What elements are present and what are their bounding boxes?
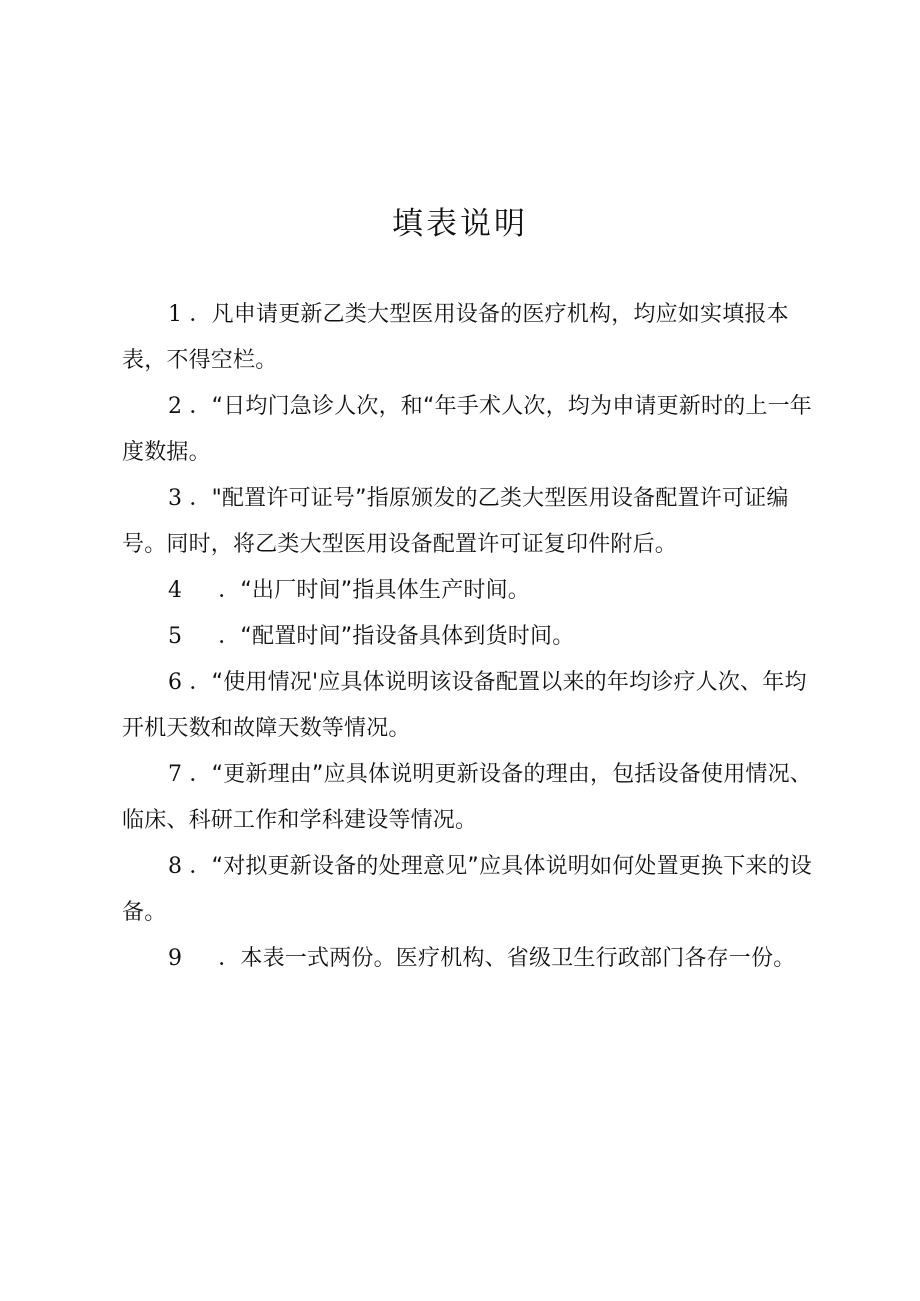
item-text: ．“更新理由”应具体说明更新设备的理由，包括设备使用情况、临床、科研工作和学科建设等情况。 <box>122 762 813 833</box>
instruction-item-4 <box>122 568 812 614</box>
instruction-item-6 <box>122 660 812 752</box>
instruction-item-9 <box>122 936 812 982</box>
item-text: ．凡申请更新乙类大型医用设备的医疗机构，均应如实填报本表，不得空栏。 <box>122 302 789 373</box>
item-number: 7 <box>168 762 183 787</box>
item-text: ．“对拟更新设备的处理意见”应具体说明如何处置更换下来的设备。 <box>122 854 813 925</box>
instruction-item-3 <box>122 476 812 568</box>
item-text: ．“出厂时间”指具体生产时间。 <box>218 578 530 603</box>
item-text: ．“使用情况'应具体说明该设备配置以来的年均诊疗人次、年均开机天数和故障天数等情况。 <box>122 670 807 741</box>
item-text: ．"配置许可证号”指原颁发的乙类大型医用设备配置许可证编号。同时，将乙类大型医用设备配置许可证复印件附后。 <box>122 486 789 557</box>
instruction-item-7 <box>122 752 812 844</box>
instruction-item-2 <box>122 384 812 476</box>
instructions-list <box>122 292 812 982</box>
item-number: 8 <box>168 854 183 879</box>
item-number: 1 <box>168 302 183 327</box>
item-number: 6 <box>168 670 183 695</box>
item-text: ．本表一式两份。医疗机构、省级卫生行政部门各存一份。 <box>218 946 796 971</box>
page-title: 填表说明 <box>392 206 528 242</box>
item-text: ．“日均门急诊人次，和“年手术人次，均为申请更新时的上一年度数据。 <box>122 394 813 465</box>
item-number: 2 <box>168 394 183 419</box>
item-text: ．“配置时间”指设备具体到货时间。 <box>218 624 575 649</box>
item-number: 5 <box>168 624 183 649</box>
instruction-item-8 <box>122 844 812 936</box>
instruction-item-1 <box>122 292 812 384</box>
item-number: 9 <box>168 946 183 971</box>
item-number: 4 <box>168 578 183 603</box>
item-number: 3 <box>168 486 183 511</box>
instruction-item-5 <box>122 614 812 660</box>
